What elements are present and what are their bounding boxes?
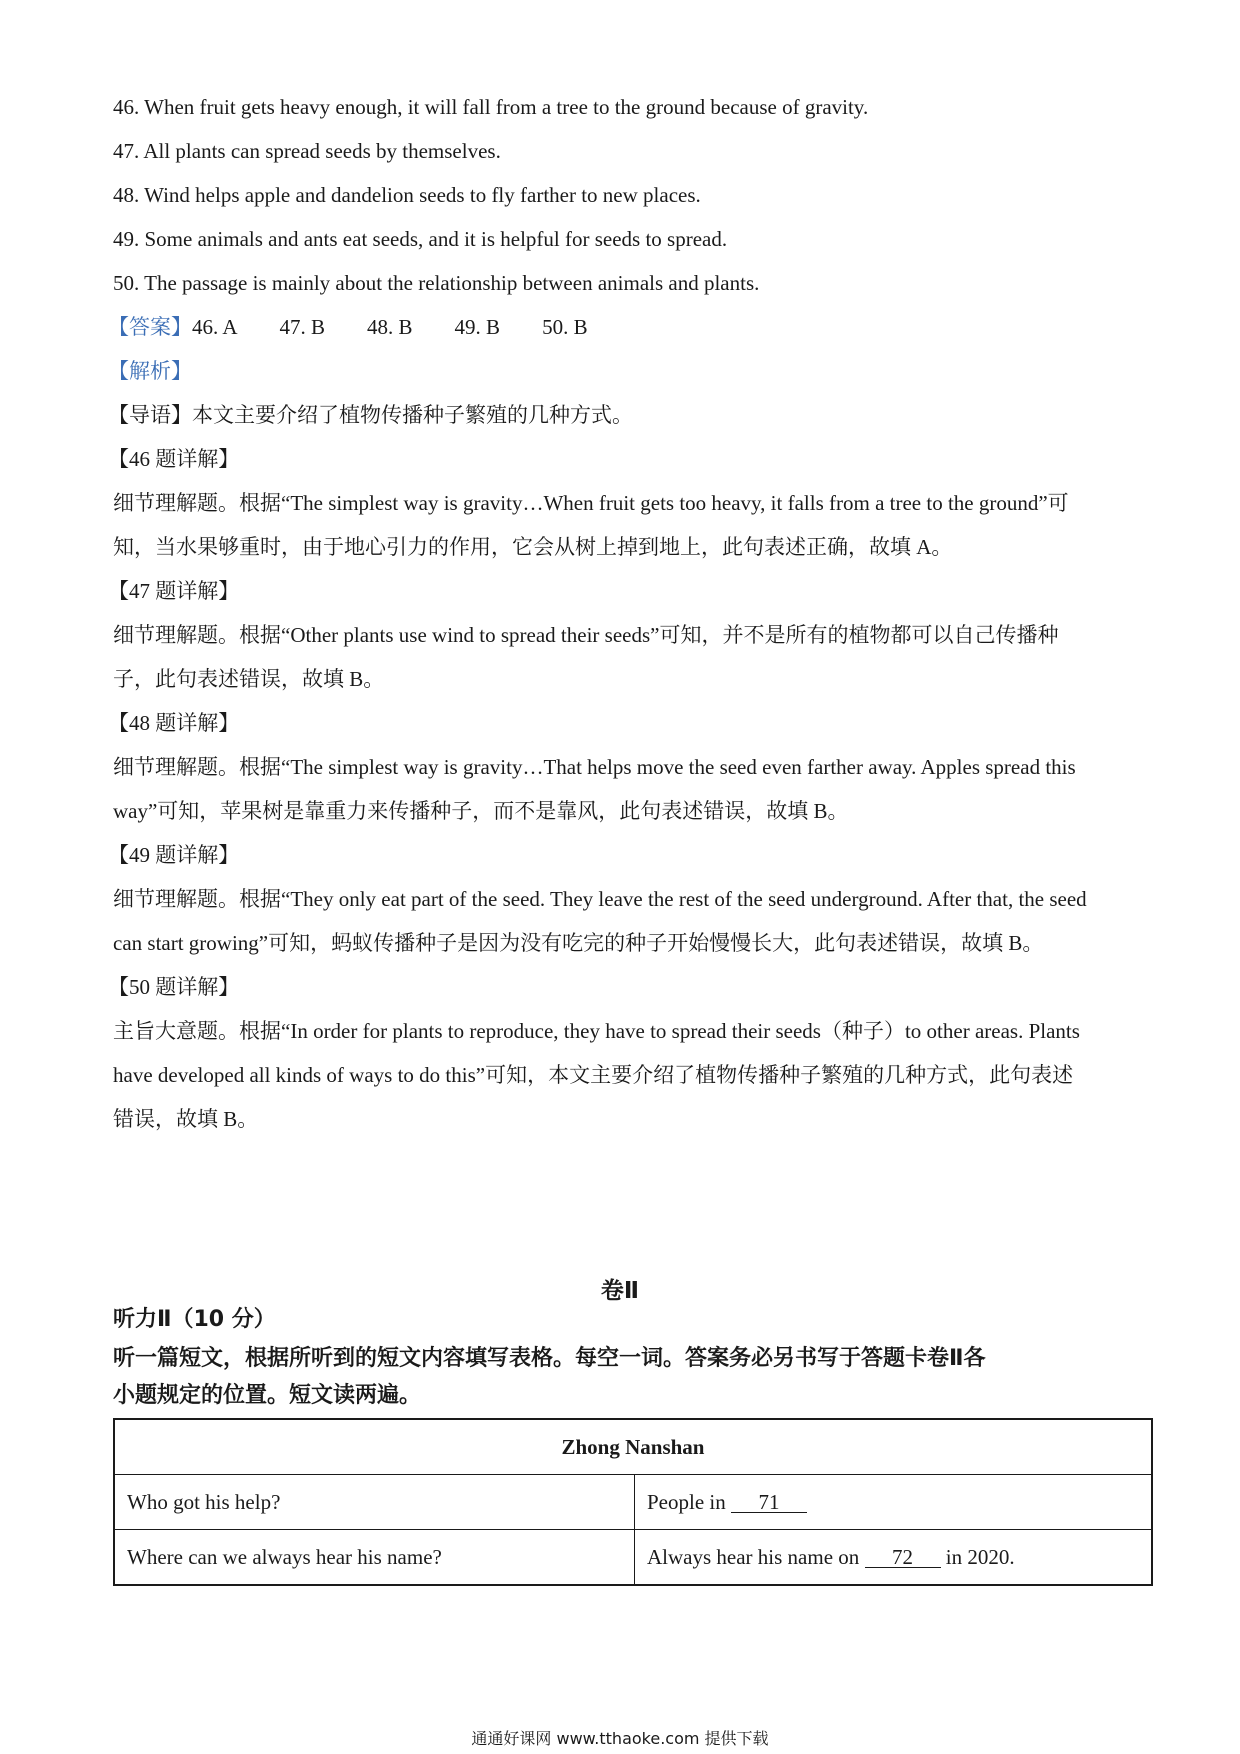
detail-line: 细节理解题。根据“The simplest way is gravity…That helps move the seed even farther away. Apples spread this xyxy=(113,755,1076,779)
table-header-row xyxy=(114,1419,1152,1475)
table-row xyxy=(114,1530,1152,1586)
blank-72[interactable]: 72 xyxy=(865,1547,941,1568)
detail-line: 细节理解题。根据“Other plants use wind to spread their seeds”可知，并不是所有的植物都可以自己传播种 xyxy=(113,623,1059,647)
answer-label: 【答案】 xyxy=(108,315,192,339)
detail-heading: 【47 题详解】 xyxy=(108,579,240,603)
detail-line: 细节理解题。根据“They only eat part of the seed. They leave the rest of the seed underground. After that, the seed xyxy=(113,887,1087,911)
table-cell-answer xyxy=(635,1475,1153,1530)
question-47: 47. All plants can spread seeds by themselves. xyxy=(113,139,501,163)
detail-line: have developed all kinds of ways to do this”可知，本文主要介绍了植物传播种子繁殖的几种方式，此句表述 xyxy=(113,1063,1074,1087)
detail-heading: 【49 题详解】 xyxy=(108,843,240,867)
detail-line: 细节理解题。根据“The simplest way is gravity…When fruit gets too heavy, it falls from a tree to the ground”可 xyxy=(113,491,1069,515)
section-title: 卷Ⅱ xyxy=(600,1278,640,1304)
detail-heading: 【46 题详解】 xyxy=(108,447,240,471)
listening-title: 听力Ⅱ（10 分） xyxy=(113,1307,276,1332)
question-50: 50. The passage is mainly about the relationship between animals and plants. xyxy=(113,271,760,295)
table-cell-question: Where can we always hear his name? xyxy=(114,1530,635,1586)
detail-line: 知，当水果够重时，由于地心引力的作用，它会从树上掉到地上，此句表述正确，故填 A。 xyxy=(113,535,953,559)
question-46: 46. When fruit gets heavy enough, it will fall from a tree to the ground because of gravity. xyxy=(113,95,869,119)
question-49: 49. Some animals and ants eat seeds, and it is helpful for seeds to spread. xyxy=(113,227,728,251)
answer-line xyxy=(108,313,630,341)
table-cell-answer xyxy=(635,1530,1153,1586)
table-header: Zhong Nanshan xyxy=(114,1419,1152,1475)
analysis-label: 【解析】 xyxy=(108,359,192,383)
answer-item: 47. B xyxy=(279,315,326,339)
table-row xyxy=(114,1475,1152,1530)
detail-line: 主旨大意题。根据“In order for plants to reproduce, they have to spread their seeds（种子）to other areas. Plants xyxy=(113,1019,1080,1043)
answer-item: 48. B xyxy=(367,315,413,339)
instruction-line: 小题规定的位置。短文读两遍。 xyxy=(113,1383,422,1408)
page-footer: 通通好课网 www.tthaoke.com 提供下载 xyxy=(471,1729,769,1748)
instruction-line: 听一篇短文，根据所听到的短文内容填写表格。每空一词。答案务必另书写于答题卡卷Ⅱ各 xyxy=(113,1346,986,1371)
lead-text: 【导语】本文主要介绍了植物传播种子繁殖的几种方式。 xyxy=(108,403,633,427)
blank-71[interactable]: 71 xyxy=(731,1492,807,1513)
detail-line: way”可知，苹果树是靠重力来传播种子，而不是靠风，此句表述错误，故填 B。 xyxy=(113,799,849,823)
answer-suffix: in 2020. xyxy=(945,1544,1015,1569)
answer-item: 46. A xyxy=(192,315,238,339)
detail-heading: 【48 题详解】 xyxy=(108,711,240,735)
answer-table xyxy=(113,1418,1153,1586)
answer-prefix: Always hear his name on xyxy=(647,1544,860,1569)
answer-prefix: People in xyxy=(647,1489,726,1514)
detail-line: 错误，故填 B。 xyxy=(113,1107,259,1131)
detail-line: 子，此句表述错误，故填 B。 xyxy=(113,667,385,691)
answer-item: 49. B xyxy=(454,315,501,339)
question-48: 48. Wind helps apple and dandelion seeds to fly farther to new places. xyxy=(113,183,701,207)
answer-item: 50. B xyxy=(542,315,588,339)
detail-line: can start growing”可知，蚂蚁传播种子是因为没有吃完的种子开始慢慢长大，此句表述错误，故填 B。 xyxy=(113,931,1044,955)
detail-heading: 【50 题详解】 xyxy=(108,975,240,999)
table-cell-question: Who got his help? xyxy=(114,1475,635,1530)
